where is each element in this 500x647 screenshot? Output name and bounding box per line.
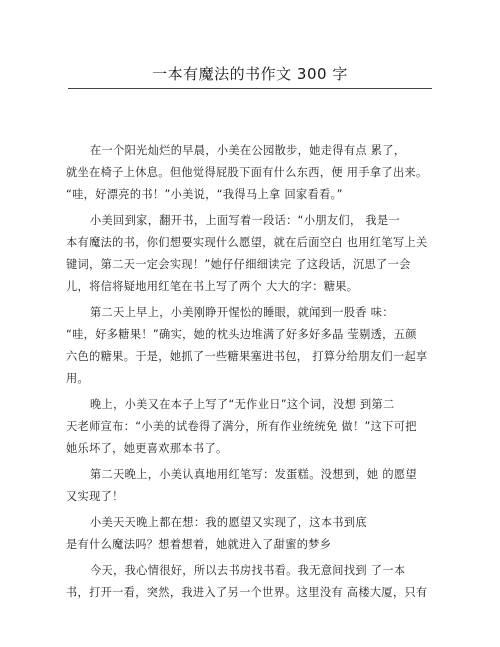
paragraph-line: 小美回到家，翻开书，上面写着一段话：“小朋友们， 我是一 — [90, 214, 401, 227]
paragraph-line: 书，打开一看，突然，我进入了另一个世界。这里没有 高楼大厦，只有 — [66, 586, 428, 599]
paragraph-line: “哇，好漂亮的书！”小美说，“我得马上拿 回家看看。” — [66, 188, 343, 201]
paragraph-line: 是有什么魔法吗？想着想着，她就进入了甜蜜的梦乡 — [66, 538, 332, 551]
paragraph-line: 儿，将信将疑地用红笔在书上写了两个 大大的字：糖果。 — [66, 280, 359, 293]
paragraph-4 — [66, 394, 438, 460]
paragraph-line: 就坐在椅子上休息。但他觉得屁股下面有什么东西，便 用手拿了出来。 — [66, 166, 428, 179]
paragraph-1 — [66, 140, 438, 206]
paragraph-line: 在一个阳光灿烂的早晨，小美在公园散步，她走得有点 累了， — [90, 144, 406, 157]
paragraph-6 — [66, 512, 438, 556]
paragraph-line: 晚上，小美又在本子上写了“无作业日”这个词，没想 到第二 — [90, 398, 395, 411]
paragraph-7 — [66, 560, 438, 604]
paragraph-line: 天老师宣布：“小美的试卷得了满分，所有作业统统免 做！”这下可把 — [66, 420, 417, 433]
paragraph-line: 六色的糖果。于是，她抓了一些糖果塞进书包， 打算分给朋友们一起享 — [66, 350, 428, 363]
paragraph-5 — [66, 464, 438, 508]
title-underline — [68, 88, 432, 89]
essay-body — [66, 140, 438, 608]
paragraph-line: 又实现了！ — [66, 490, 124, 503]
paragraph-line: 她乐坏了，她更喜欢那本书了。 — [66, 442, 228, 455]
paragraph-line: “哇，好多糖果！”确实，她的枕头边堆满了好多好多晶 莹剔透，五颜 — [66, 328, 417, 341]
paragraph-3 — [66, 302, 438, 390]
page-title: 一本有魔法的书作文 300 字 — [152, 65, 348, 83]
paragraph-line: 本有魔法的书，你们想要实现什么愿望，就在后面空白 也用红笔写上关 — [66, 236, 428, 249]
paragraph-line: 键词，第二天一定会实现！”她仔仔细细读完 了这段话，沉思了一会 — [66, 258, 411, 271]
paragraph-line: 今天，我心情很好，所以去书房找书看。我无意间找到 了一本 — [90, 564, 406, 577]
paragraph-2 — [66, 210, 438, 298]
paragraph-line: 第二天晚上，小美认真地用红笔写：发蛋糕。没想到，她 的愿望 — [90, 468, 417, 481]
paragraph-line: 用。 — [66, 372, 90, 385]
paragraph-line: 第二天上早上，小美刚睁开惺忪的睡眼，就闻到一股香 味： — [90, 306, 394, 319]
paragraph-line: 小美天天晚上都在想：我的愿望又实现了，这本书到底 — [90, 516, 367, 529]
